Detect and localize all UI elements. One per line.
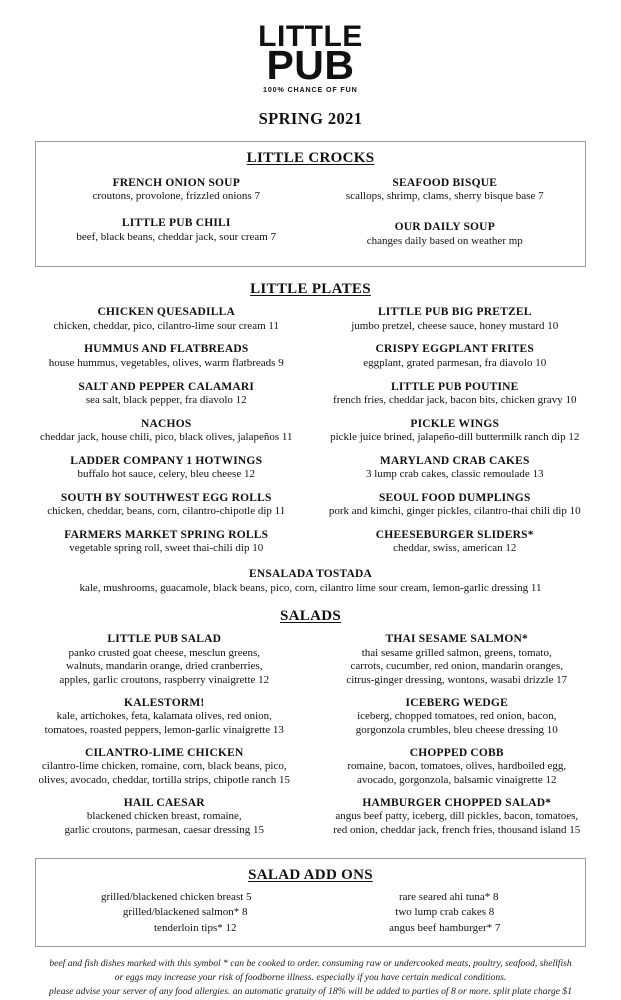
- menu-item: [22, 454, 311, 482]
- menu-item: [18, 796, 311, 838]
- menu-item: [311, 305, 600, 333]
- menu-item-name: ENSALADA TOSTADA: [248, 568, 373, 581]
- menu-item: [22, 342, 311, 370]
- add-on-item: tenderloin tips* 12: [154, 921, 237, 934]
- add-on-item: grilled/blackened chicken breast 5: [100, 890, 252, 903]
- menu-item-name: LITTLE PUB CHILI: [121, 217, 231, 230]
- add-on-item: two lump crab cakes 8: [395, 906, 495, 919]
- description-line: avocado, gorgonzola, balsamic vinaigrette 12: [356, 773, 557, 786]
- little-plates-section: [22, 281, 599, 595]
- section-heading-plates: LITTLE PLATES: [250, 281, 371, 298]
- disclaimer-line: or eggs may increase your risk of foodborne illness. especially if you have certain medical conditions.: [114, 972, 507, 984]
- section-heading-salads: SALADS: [280, 608, 341, 625]
- logo-tagline: 100% CHANCE OF FUN: [263, 85, 358, 95]
- footer-disclaimer: [14, 957, 607, 999]
- section-heading-add-ons: SALAD ADD ONS: [248, 866, 373, 883]
- add-ons-left-column: [42, 890, 311, 937]
- menu-item-name: KALESTORM!: [124, 696, 205, 709]
- plates-item-grid: [22, 305, 599, 565]
- description-line: angus beef patty, iceberg, dill pickles, bacon, tomatoes,: [335, 810, 579, 823]
- little-crocks-section: [35, 141, 586, 267]
- menu-item: [311, 380, 600, 408]
- menu-item-description: cheddar jack, house chili, pico, black olives, jalapeños 11: [39, 431, 293, 444]
- crocks-left-column: [42, 176, 311, 256]
- menu-item-description: beef, black beans, cheddar jack, sour cream 7: [76, 230, 277, 243]
- menu-item-name: LADDER COMPANY 1 HOTWINGS: [70, 454, 263, 467]
- menu-item-name: SEAFOOD BISQUE: [392, 177, 498, 190]
- menu-item-description: [24, 810, 305, 838]
- menu-item-description: [24, 760, 305, 788]
- menu-item-name: CHOPPED COBB: [409, 746, 504, 759]
- disclaimer-line: beef and fish dishes marked with this symbol * can be cooked to order. consuming raw or undercooked meats, poultry, seafood, shellfish: [49, 958, 572, 970]
- menu-item: [311, 746, 604, 788]
- menu-item-description: croutons, provolone, frizzled onions 7: [92, 190, 260, 203]
- description-line: carrots, cucumber, red onion, mandarin oranges,: [350, 660, 563, 673]
- menu-item: [18, 696, 311, 738]
- little-pub-logo: [258, 20, 363, 95]
- menu-item: [42, 176, 311, 204]
- menu-item-name: HAIL CAESAR: [123, 796, 205, 809]
- menu-item-name: HUMMUS AND FLATBREADS: [84, 343, 249, 356]
- menu-item: [22, 305, 311, 333]
- menu-item: [18, 746, 311, 788]
- menu-item-name: PICKLE WINGS: [410, 417, 500, 430]
- description-line: panko crusted goat cheese, mesclun greens,: [68, 646, 260, 659]
- section-heading-crocks: LITTLE CROCKS: [246, 150, 375, 167]
- menu-item-name: CRISPY EGGPLANT FRITES: [375, 343, 534, 356]
- logo-word-pub: PUB: [266, 41, 355, 88]
- salads-item-grid: [18, 632, 603, 845]
- menu-item-description: jumbo pretzel, cheese sauce, honey mustard 10: [351, 319, 559, 332]
- menu-item-name: SEOUL FOOD DUMPLINGS: [378, 491, 531, 504]
- menu-item-description: pickle juice brined, jalapeño-dill buttermilk ranch dip 12: [330, 431, 580, 444]
- logo-word-little: LITTLE: [258, 20, 363, 53]
- menu-item: [22, 417, 311, 445]
- crocks-item-grid: [42, 176, 579, 256]
- plates-left-column: [22, 305, 311, 565]
- menu-item: [311, 491, 600, 519]
- salads-section: [18, 608, 603, 845]
- menu-item-description: scallops, shrimp, clams, sherry bisque base 7: [345, 190, 544, 203]
- add-on-item: grilled/blackened salmon* 8: [122, 906, 248, 919]
- menu-item-name: FARMERS MARKET SPRING ROLLS: [64, 529, 269, 542]
- menu-item: [42, 216, 311, 244]
- description-line: olives, avocado, cheddar, tortilla strips, chipotle ranch 15: [38, 773, 291, 786]
- menu-item: [22, 491, 311, 519]
- salads-right-column: [311, 632, 604, 845]
- menu-item-description: kale, mushrooms, guacamole, black beans, pico, corn, cilantro lime sour cream, lemon-garlic dressing 11: [79, 581, 542, 594]
- menu-item: [311, 528, 600, 556]
- menu-item-name: LITTLE PUB SALAD: [107, 633, 222, 646]
- crocks-right-column: [311, 176, 580, 256]
- menu-item-description: chicken, cheddar, beans, corn, cilantro-chipotle dip 11: [47, 505, 286, 518]
- description-line: cilantro-lime chicken, romaine, corn, black beans, pico,: [41, 760, 287, 773]
- menu-item: [18, 632, 311, 688]
- add-ons-grid: [42, 890, 579, 937]
- menu-item: [311, 696, 604, 738]
- description-line: garlic croutons, parmesan, caesar dressing 15: [64, 823, 264, 836]
- menu-item-name: LITTLE PUB BIG PRETZEL: [377, 306, 532, 319]
- salad-add-ons-section: [35, 858, 586, 948]
- menu-item-name: CHEESEBURGER SLIDERS*: [375, 529, 534, 542]
- menu-item-description: [317, 810, 598, 838]
- menu-item-name: THAI SESAME SALMON*: [385, 633, 528, 646]
- menu-item-description: eggplant, grated parmesan, fra diavolo 10: [363, 356, 547, 369]
- menu-item-name: FRENCH ONION SOUP: [112, 177, 240, 190]
- menu-item-name: NACHOS: [141, 417, 192, 430]
- menu-item-name: LITTLE PUB POUTINE: [390, 380, 519, 393]
- menu-item: [22, 380, 311, 408]
- menu-item: [22, 567, 599, 595]
- menu-item-description: house hummus, vegetables, olives, warm flatbreads 9: [48, 356, 284, 369]
- menu-item: [311, 176, 580, 204]
- description-line: walnuts, mandarin orange, dried cranberries,: [66, 660, 263, 673]
- menu-season: SPRING 2021: [258, 109, 363, 129]
- menu-item-description: pork and kimchi, ginger pickles, cilantro-thai chili dip 10: [328, 505, 581, 518]
- menu-item-description: [317, 647, 598, 688]
- menu-item-description: [24, 710, 305, 738]
- menu-item-name: SALT AND PEPPER CALAMARI: [78, 380, 255, 393]
- menu-item-description: [317, 710, 598, 738]
- menu-item-description: chicken, cheddar, pico, cilantro-lime sour cream 11: [53, 319, 279, 332]
- plates-right-column: [311, 305, 600, 565]
- menu-item-name: CILANTRO-LIME CHICKEN: [84, 746, 244, 759]
- menu-item-description: 3 lump crab cakes, classic remoulade 13: [366, 468, 544, 481]
- menu-item-name: CHICKEN QUESADILLA: [97, 306, 235, 319]
- description-line: kale, artichokes, feta, kalamata olives, red onion,: [56, 710, 272, 723]
- add-on-item: angus beef hamburger* 7: [389, 921, 501, 934]
- menu-item-name: SOUTH BY SOUTHWEST EGG ROLLS: [60, 491, 272, 504]
- description-line: citrus-ginger dressing, wontons, wasabi drizzle 17: [346, 674, 568, 687]
- menu-item-name: HAMBURGER CHOPPED SALAD*: [362, 796, 552, 809]
- description-line: romaine, bacon, tomatoes, olives, hardboiled egg,: [347, 760, 567, 773]
- menu-item-description: vegetable spring roll, sweet thai-chili dip 10: [69, 542, 264, 555]
- description-line: tomatoes, roasted peppers, lemon-garlic vinaigrette 13: [44, 724, 284, 737]
- menu-item: [311, 220, 580, 248]
- menu-item: [311, 454, 600, 482]
- menu-item-name: OUR DAILY SOUP: [394, 221, 495, 234]
- description-line: red onion, cheddar jack, french fries, thousand island 15: [333, 823, 581, 836]
- menu-item-description: [24, 647, 305, 688]
- menu-item-name: ICEBERG WEDGE: [405, 696, 508, 709]
- menu-item-name: MARYLAND CRAB CAKES: [379, 454, 530, 467]
- menu-item-description: cheddar, swiss, american 12: [393, 542, 517, 555]
- menu-item-description: sea salt, black pepper, fra diavolo 12: [85, 393, 247, 406]
- menu-item-description: changes daily based on weather mp: [366, 234, 523, 247]
- description-line: blackened chicken breast, romaine,: [86, 810, 242, 823]
- masthead: [0, 0, 621, 129]
- disclaimer-line: please advise your server of any food allergies. an automatic gratuity of 18% will be added to parties of 8 or more. split plate charge $1: [48, 986, 573, 998]
- description-line: gorgonzola crumbles, bleu cheese dressing 10: [355, 724, 558, 737]
- menu-item: [311, 417, 600, 445]
- menu-item: [311, 342, 600, 370]
- menu-item: [22, 528, 311, 556]
- description-line: thai sesame grilled salmon, greens, tomato,: [361, 646, 552, 659]
- description-line: apples, garlic croutons, raspberry vinaigrette 12: [59, 674, 270, 687]
- menu-item: [311, 796, 604, 838]
- add-on-item: rare seared ahi tuna* 8: [398, 890, 499, 903]
- menu-item: [311, 632, 604, 688]
- salads-left-column: [18, 632, 311, 845]
- add-ons-right-column: [311, 890, 580, 937]
- menu-item-description: french fries, cheddar jack, bacon bits, chicken gravy 10: [333, 393, 577, 406]
- description-line: iceberg, chopped tomatoes, red onion, bacon,: [357, 710, 557, 723]
- menu-item-description: buffalo hot sauce, celery, bleu cheese 12: [77, 468, 255, 481]
- menu-item-description: [317, 760, 598, 788]
